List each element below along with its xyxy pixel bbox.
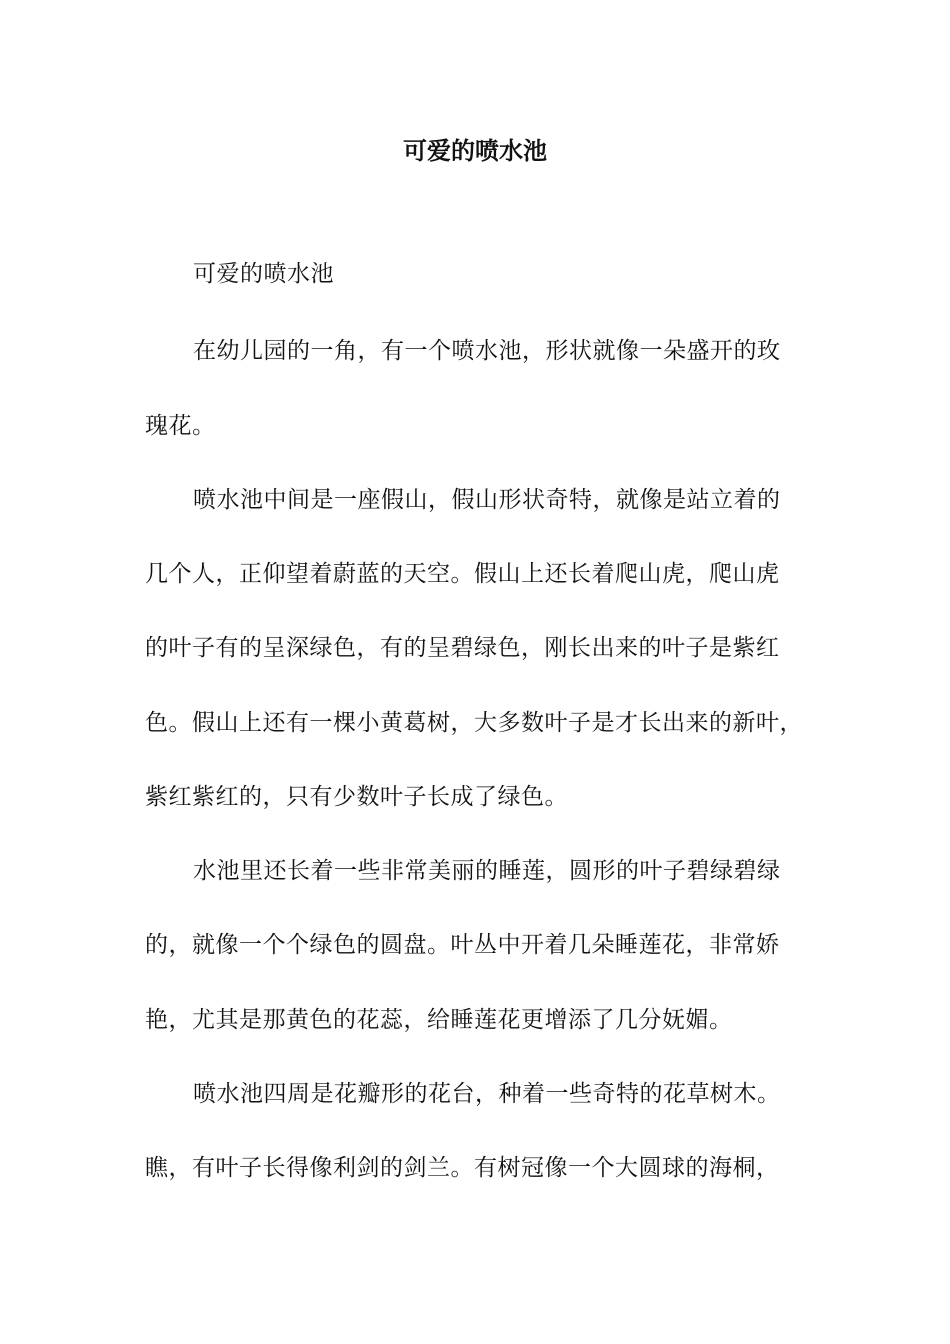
subtitle-line: 可爱的喷水池 [193,261,334,287]
paragraph-line: 在幼儿园的一角，有一个喷水池，形状就像一朵盛开的玫 [193,338,781,364]
paragraph-line: 喷水池四周是花瓣形的花台，种着一些奇特的花草树木。 [193,1081,781,1107]
paragraph-line: 的叶子有的呈深绿色，有的呈碧绿色，刚长出来的叶子是紫红 [145,635,780,661]
document-title: 可爱的喷水池 [403,136,547,165]
paragraph-line: 紫红紫红的，只有少数叶子长成了绿色。 [145,784,568,810]
paragraph-line: 瑰花。 [145,413,216,439]
paragraph-line: 色。假山上还有一棵小黄葛树，大多数叶子是才长出来的新叶， [145,710,803,736]
paragraph-line: 水池里还长着一些非常美丽的睡莲，圆形的叶子碧绿碧绿 [193,858,781,884]
paragraph-line: 的，就像一个个绿色的圆盘。叶丛中开着几朵睡莲花，非常娇 [145,932,780,958]
paragraph-line: 艳，尤其是那黄色的花蕊，给睡莲花更增添了几分妩媚。 [145,1007,733,1033]
paragraph-line: 几个人，正仰望着蔚蓝的天空。假山上还长着爬山虎，爬山虎 [145,561,780,587]
paragraph-line: 喷水池中间是一座假山，假山形状奇特，就像是站立着的 [193,487,781,513]
paragraph-line: 瞧，有叶子长得像利剑的剑兰。有树冠像一个大圆球的海桐， [145,1155,780,1181]
